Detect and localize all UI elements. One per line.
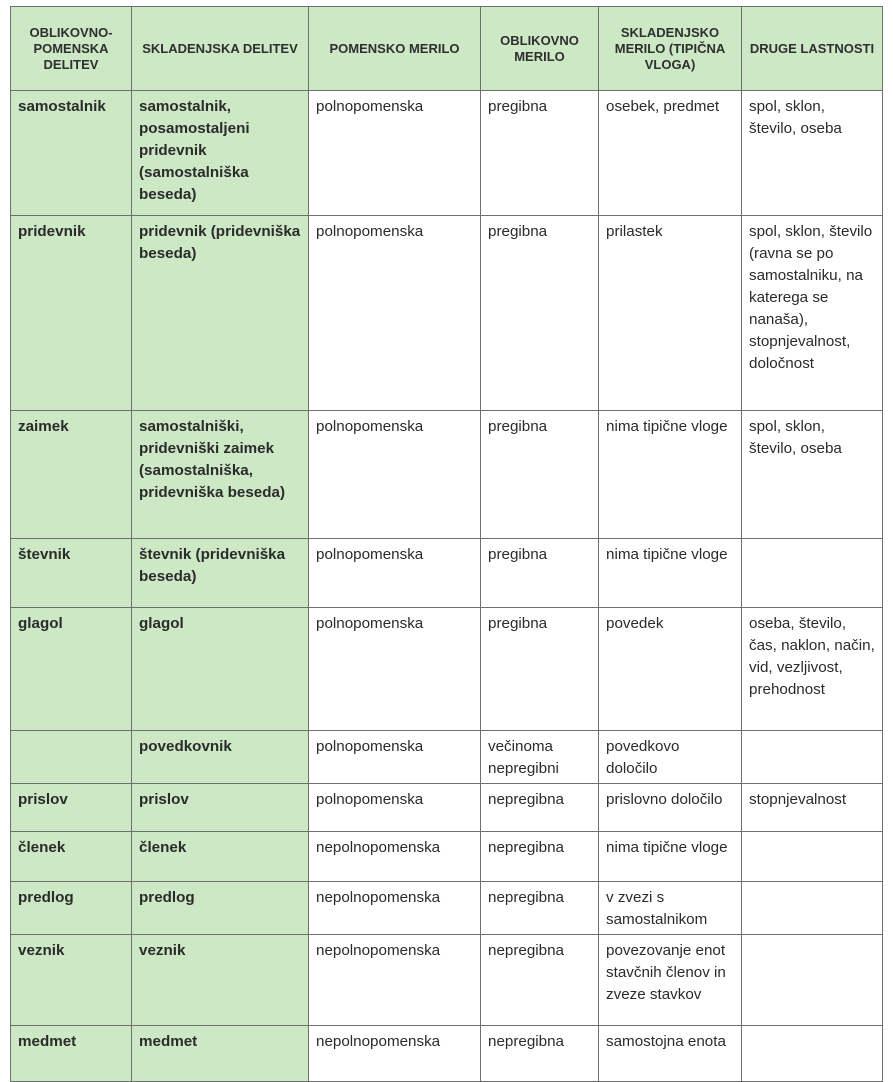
- cell-skladenjska: samostalniški, pridevniški zaimek (samostalniška, pridevniška beseda): [132, 411, 309, 539]
- cell-druge-lastnosti: [742, 935, 883, 1026]
- header-row: [11, 7, 883, 91]
- cell-oblikovno: pregibna: [481, 411, 599, 539]
- cell-pomensko: polnopomenska: [309, 608, 481, 731]
- header-skladenjsko-merilo: SKLADENJSKO MERILO (TIPIČNA VLOGA): [599, 7, 742, 91]
- cell-pomensko: nepolnopomenska: [309, 935, 481, 1026]
- cell-skladenjska: členek: [132, 832, 309, 882]
- cell-skladenjska: prislov: [132, 784, 309, 832]
- table-row: [11, 216, 883, 411]
- cell-pomensko: polnopomenska: [309, 91, 481, 216]
- cell-pomensko: nepolnopomenska: [309, 882, 481, 935]
- header-oblikovno-merilo: OBLIKOVNO MERILO: [481, 7, 599, 91]
- table-row: [11, 784, 883, 832]
- table-row: [11, 608, 883, 731]
- cell-pomensko: polnopomenska: [309, 411, 481, 539]
- cell-oblikovno-pomenska: glagol: [11, 608, 132, 731]
- table-row: [11, 882, 883, 935]
- cell-druge-lastnosti: [742, 882, 883, 935]
- cell-oblikovno-pomenska: pridevnik: [11, 216, 132, 411]
- cell-druge-lastnosti: [742, 731, 883, 784]
- cell-skladenjsko: nima tipične vloge: [599, 539, 742, 608]
- cell-skladenjsko: prislovno določilo: [599, 784, 742, 832]
- cell-oblikovno-pomenska: členek: [11, 832, 132, 882]
- table-row: [11, 731, 883, 784]
- cell-skladenjska: medmet: [132, 1026, 309, 1082]
- cell-skladenjska: števnik (pridevniška beseda): [132, 539, 309, 608]
- cell-skladenjsko: povedkovo določilo: [599, 731, 742, 784]
- header-oblikovno-pomenska-delitev: OBLIKOVNO-POMENSKA DELITEV: [11, 7, 132, 91]
- cell-oblikovno: pregibna: [481, 216, 599, 411]
- header-pomensko-merilo: POMENSKO MERILO: [309, 7, 481, 91]
- table-row: [11, 832, 883, 882]
- cell-oblikovno: pregibna: [481, 539, 599, 608]
- cell-druge-lastnosti: spol, sklon, število (ravna se po samostalniku, na katerega se nanaša), stopnjevalnost, določnost: [742, 216, 883, 411]
- cell-skladenjska: predlog: [132, 882, 309, 935]
- cell-oblikovno-pomenska: samostalnik: [11, 91, 132, 216]
- cell-oblikovno: nepregibna: [481, 832, 599, 882]
- cell-druge-lastnosti: stopnjevalnost: [742, 784, 883, 832]
- cell-druge-lastnosti: spol, sklon, število, oseba: [742, 411, 883, 539]
- cell-pomensko: nepolnopomenska: [309, 832, 481, 882]
- cell-oblikovno-pomenska: števnik: [11, 539, 132, 608]
- cell-oblikovno: nepregibna: [481, 1026, 599, 1082]
- cell-oblikovno: pregibna: [481, 91, 599, 216]
- cell-druge-lastnosti: [742, 1026, 883, 1082]
- cell-pomensko: polnopomenska: [309, 539, 481, 608]
- cell-oblikovno: nepregibna: [481, 784, 599, 832]
- cell-oblikovno-pomenska: zaimek: [11, 411, 132, 539]
- cell-oblikovno-pomenska: medmet: [11, 1026, 132, 1082]
- table-row: [11, 1026, 883, 1082]
- cell-oblikovno-pomenska: prislov: [11, 784, 132, 832]
- cell-oblikovno: pregibna: [481, 608, 599, 731]
- table-row: [11, 539, 883, 608]
- cell-druge-lastnosti: [742, 832, 883, 882]
- table-row: [11, 935, 883, 1026]
- cell-druge-lastnosti: spol, sklon, število, oseba: [742, 91, 883, 216]
- header-druge-lastnosti: DRUGE LASTNOSTI: [742, 7, 883, 91]
- cell-skladenjsko: nima tipične vloge: [599, 411, 742, 539]
- cell-skladenjska: povedkovnik: [132, 731, 309, 784]
- cell-druge-lastnosti: oseba, število, čas, naklon, način, vid, vezljivost, prehodnost: [742, 608, 883, 731]
- cell-skladenjsko: v zvezi s samostalnikom: [599, 882, 742, 935]
- cell-oblikovno: nepregibna: [481, 882, 599, 935]
- cell-pomensko: polnopomenska: [309, 784, 481, 832]
- cell-skladenjska: pridevnik (pridevniška beseda): [132, 216, 309, 411]
- cell-druge-lastnosti: [742, 539, 883, 608]
- cell-skladenjsko: povezovanje enot stavčnih členov in zveze stavkov: [599, 935, 742, 1026]
- cell-oblikovno-pomenska: veznik: [11, 935, 132, 1026]
- cell-skladenjska: veznik: [132, 935, 309, 1026]
- cell-skladenjsko: samostojna enota: [599, 1026, 742, 1082]
- word-classes-table: [10, 6, 883, 1082]
- cell-skladenjsko: nima tipične vloge: [599, 832, 742, 882]
- cell-oblikovno: nepregibna: [481, 935, 599, 1026]
- cell-pomensko: polnopomenska: [309, 731, 481, 784]
- cell-skladenjska: samostalnik, posamostaljeni pridevnik (samostalniška beseda): [132, 91, 309, 216]
- cell-skladenjsko: osebek, predmet: [599, 91, 742, 216]
- cell-oblikovno-pomenska: predlog: [11, 882, 132, 935]
- header-skladenjska-delitev: SKLADENJSKA DELITEV: [132, 7, 309, 91]
- table-row: [11, 91, 883, 216]
- cell-skladenjsko: prilastek: [599, 216, 742, 411]
- cell-oblikovno-pomenska: [11, 731, 132, 784]
- cell-skladenjska: glagol: [132, 608, 309, 731]
- cell-oblikovno: večinoma nepregibni: [481, 731, 599, 784]
- table-row: [11, 411, 883, 539]
- cell-skladenjsko: povedek: [599, 608, 742, 731]
- cell-pomensko: nepolnopomenska: [309, 1026, 481, 1082]
- cell-pomensko: polnopomenska: [309, 216, 481, 411]
